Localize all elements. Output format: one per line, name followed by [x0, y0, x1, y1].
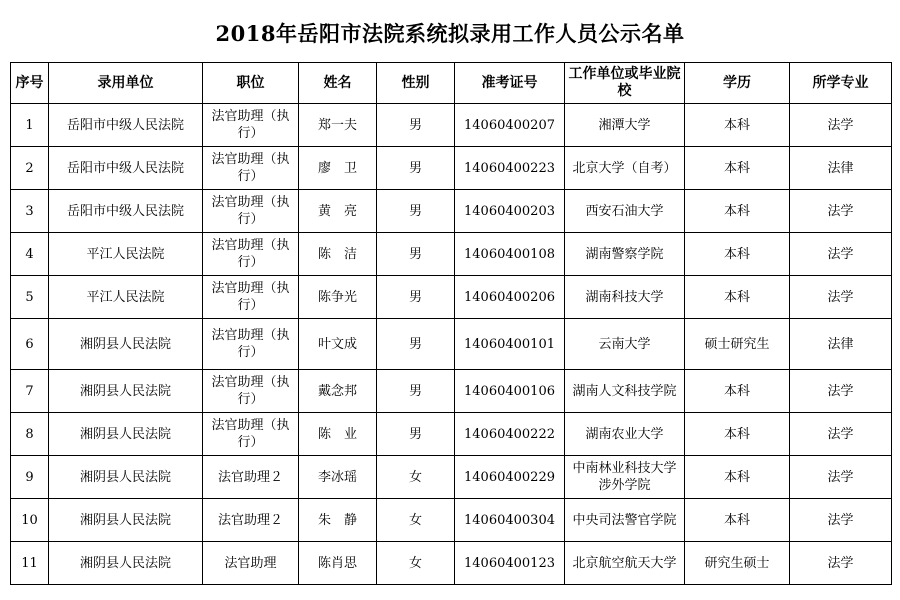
cell-position: 法官助理（执行）	[203, 319, 299, 370]
page-title: 2018年岳阳市法院系统拟录用工作人员公示名单	[215, 21, 685, 46]
cell-gender: 男	[377, 233, 455, 276]
cell-unit: 平江人民法院	[49, 276, 203, 319]
header-cell-position: 职位	[203, 63, 299, 104]
cell-major: 法学	[790, 104, 892, 147]
header-cell-ticket: 准考证号	[455, 63, 565, 104]
cell-major: 法学	[790, 499, 892, 542]
cell-unit: 湘阴县人民法院	[49, 370, 203, 413]
cell-major: 法学	[790, 276, 892, 319]
header-cell-no: 序号	[11, 63, 49, 104]
table-row	[11, 413, 892, 456]
cell-school: 湖南警察学院	[565, 233, 685, 276]
cell-position: 法官助理（执行）	[203, 147, 299, 190]
cell-gender: 女	[377, 499, 455, 542]
table-row	[11, 104, 892, 147]
cell-position: 法官助理（执行）	[203, 233, 299, 276]
table-row	[11, 319, 892, 370]
cell-education: 本科	[685, 104, 790, 147]
cell-name: 戴念邦	[299, 370, 377, 413]
cell-school: 西安石油大学	[565, 190, 685, 233]
cell-position: 法官助理２	[203, 456, 299, 499]
cell-ticket: 14060400229	[455, 456, 565, 499]
cell-no: 5	[11, 276, 49, 319]
cell-school: 中央司法警官学院	[565, 499, 685, 542]
cell-ticket: 14060400203	[455, 190, 565, 233]
cell-unit: 湘阴县人民法院	[49, 413, 203, 456]
cell-ticket: 14060400108	[455, 233, 565, 276]
cell-education: 本科	[685, 276, 790, 319]
cell-school: 北京航空航天大学	[565, 542, 685, 585]
cell-no: 8	[11, 413, 49, 456]
cell-education: 本科	[685, 456, 790, 499]
cell-education: 本科	[685, 233, 790, 276]
cell-name: 黄 亮	[299, 190, 377, 233]
cell-gender: 男	[377, 319, 455, 370]
table-row	[11, 456, 892, 499]
cell-no: 9	[11, 456, 49, 499]
table-row	[11, 499, 892, 542]
cell-no: 4	[11, 233, 49, 276]
cell-major: 法学	[790, 542, 892, 585]
cell-no: 11	[11, 542, 49, 585]
cell-ticket: 14060400101	[455, 319, 565, 370]
cell-education: 本科	[685, 190, 790, 233]
cell-name: 陈肖思	[299, 542, 377, 585]
cell-gender: 男	[377, 104, 455, 147]
cell-no: 1	[11, 104, 49, 147]
table-row	[11, 147, 892, 190]
cell-position: 法官助理２	[203, 499, 299, 542]
cell-major: 法律	[790, 319, 892, 370]
table-row	[11, 276, 892, 319]
cell-name: 廖 卫	[299, 147, 377, 190]
cell-school: 湖南农业大学	[565, 413, 685, 456]
header-cell-gender: 性别	[377, 63, 455, 104]
cell-unit: 岳阳市中级人民法院	[49, 147, 203, 190]
cell-unit: 湘阴县人民法院	[49, 499, 203, 542]
cell-no: 6	[11, 319, 49, 370]
cell-major: 法律	[790, 147, 892, 190]
cell-education: 研究生硕士	[685, 542, 790, 585]
cell-school: 湖南科技大学	[565, 276, 685, 319]
cell-school: 北京大学（自考）	[565, 147, 685, 190]
cell-position: 法官助理	[203, 542, 299, 585]
cell-gender: 男	[377, 147, 455, 190]
cell-unit: 湘阴县人民法院	[49, 456, 203, 499]
cell-education: 本科	[685, 370, 790, 413]
cell-gender: 女	[377, 456, 455, 499]
header-cell-unit: 录用单位	[49, 63, 203, 104]
cell-major: 法学	[790, 233, 892, 276]
cell-name: 叶文成	[299, 319, 377, 370]
cell-unit: 岳阳市中级人民法院	[49, 104, 203, 147]
cell-no: 10	[11, 499, 49, 542]
cell-position: 法官助理（执行）	[203, 276, 299, 319]
cell-ticket: 14060400123	[455, 542, 565, 585]
cell-no: 3	[11, 190, 49, 233]
table-row	[11, 190, 892, 233]
cell-ticket: 14060400223	[455, 147, 565, 190]
cell-ticket: 14060400206	[455, 276, 565, 319]
cell-school: 中南林业科技大学涉外学院	[565, 456, 685, 499]
cell-name: 陈 业	[299, 413, 377, 456]
cell-no: 2	[11, 147, 49, 190]
cell-major: 法学	[790, 456, 892, 499]
cell-unit: 岳阳市中级人民法院	[49, 190, 203, 233]
cell-ticket: 14060400222	[455, 413, 565, 456]
cell-education: 本科	[685, 147, 790, 190]
header-row	[11, 63, 892, 104]
cell-school: 湖南人文科技学院	[565, 370, 685, 413]
cell-name: 陈争光	[299, 276, 377, 319]
cell-position: 法官助理（执行）	[203, 413, 299, 456]
cell-major: 法学	[790, 413, 892, 456]
cell-school: 云南大学	[565, 319, 685, 370]
cell-gender: 男	[377, 276, 455, 319]
cell-gender: 女	[377, 542, 455, 585]
cell-unit: 湘阴县人民法院	[49, 542, 203, 585]
cell-position: 法官助理（执行）	[203, 190, 299, 233]
cell-position: 法官助理（执行）	[203, 370, 299, 413]
cell-ticket: 14060400106	[455, 370, 565, 413]
cell-no: 7	[11, 370, 49, 413]
cell-gender: 男	[377, 190, 455, 233]
cell-gender: 男	[377, 413, 455, 456]
cell-education: 本科	[685, 499, 790, 542]
table-row	[11, 370, 892, 413]
cell-major: 法学	[790, 370, 892, 413]
table-row	[11, 233, 892, 276]
header-cell-name: 姓名	[299, 63, 377, 104]
cell-position: 法官助理（执行）	[203, 104, 299, 147]
header-cell-major: 所学专业	[790, 63, 892, 104]
header-cell-education: 学历	[685, 63, 790, 104]
cell-name: 郑一夫	[299, 104, 377, 147]
header-cell-school: 工作单位或毕业院校	[565, 63, 685, 104]
cell-education: 硕士研究生	[685, 319, 790, 370]
cell-school: 湘潭大学	[565, 104, 685, 147]
cell-ticket: 14060400207	[455, 104, 565, 147]
table-row	[11, 542, 892, 585]
cell-ticket: 14060400304	[455, 499, 565, 542]
cell-unit: 平江人民法院	[49, 233, 203, 276]
cell-name: 朱 静	[299, 499, 377, 542]
cell-major: 法学	[790, 190, 892, 233]
cell-gender: 男	[377, 370, 455, 413]
cell-unit: 湘阴县人民法院	[49, 319, 203, 370]
candidate-table	[10, 62, 892, 585]
cell-education: 本科	[685, 413, 790, 456]
cell-name: 陈 洁	[299, 233, 377, 276]
cell-name: 李冰瑶	[299, 456, 377, 499]
